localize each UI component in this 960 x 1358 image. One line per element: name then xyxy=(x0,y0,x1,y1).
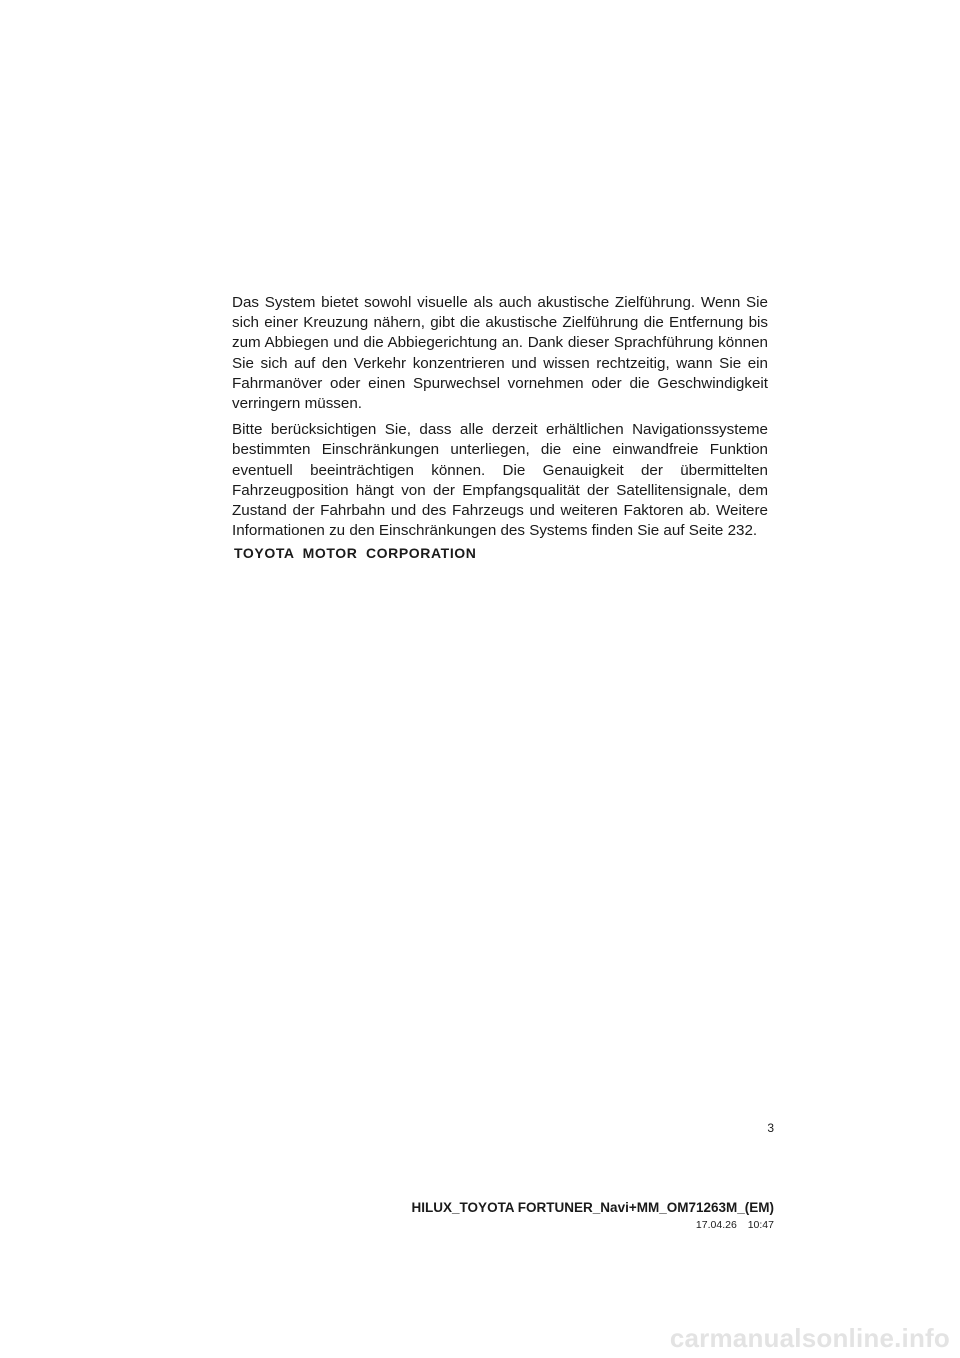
watermark: carmanualsonline.info xyxy=(669,1323,950,1353)
document-timestamp: 17.04.26 10:47 xyxy=(695,1219,774,1231)
paragraph-guidance: Das System bietet sowohl visuelle als auch akustische Zielführung. Wenn Sie sich einer Kreuzung nähern, gibt die akustische Zielführung die Entfernung bis zum Abbiegen und die Abbiegerichtung an. Dank dieser Sprachführung können Sie sich auf den Verkehr konzentrieren und wissen rechtzeitig, wann Sie ein Fahrmanöver oder einen Spurwechsel vornehmen oder die Geschwindigkeit verringern müssen. xyxy=(232,294,768,413)
company-name: TOYOTA MOTOR CORPORATION xyxy=(234,545,477,561)
document-id: HILUX_TOYOTA FORTUNER_Navi+MM_OM71263M_(EM) xyxy=(411,1200,774,1215)
paragraph-limitations: Bitte berücksichtigen Sie, dass alle derzeit erhältlichen Navigationssysteme bestimmten Einschränkungen unterliegen, die eine einwandfreie Funktion eventuell beeinträchtigen können. Die Genauigkeit der übermittelten Fahrzeugposition hängt von der Empfangsqualität der Satellitensignale, dem Zustand der Fahrbahn und des Fahrzeugs und weiteren Faktoren ab. Weitere Informationen zu den Einschränkungen des Systems finden Sie auf Seite 232. xyxy=(232,421,768,540)
page-number: 3 xyxy=(767,1121,774,1135)
body-text xyxy=(232,293,768,547)
